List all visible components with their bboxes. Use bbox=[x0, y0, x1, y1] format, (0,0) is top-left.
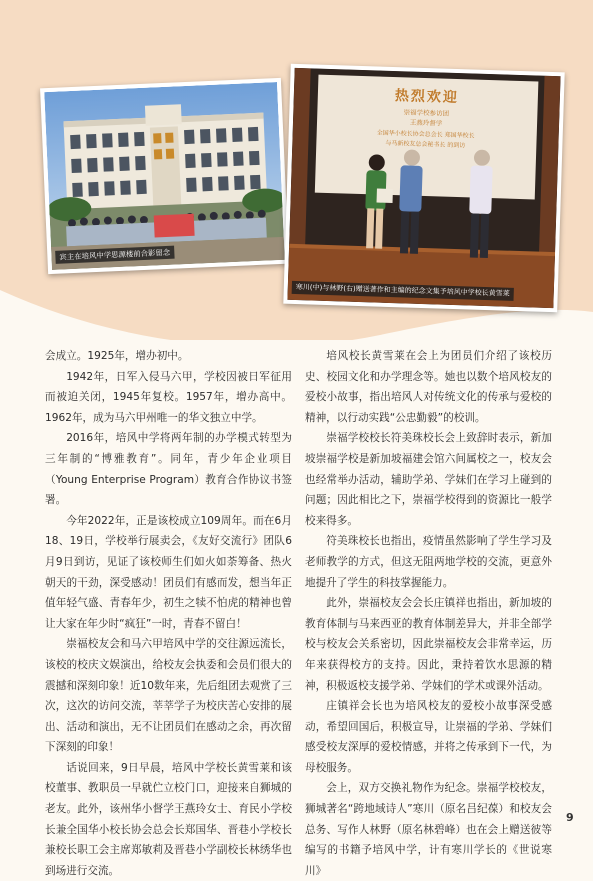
paragraph: 崇福学校校长符美珠校长会上致辞时表示，新加坡崇福学校是新加坡福建会馆六间属校之一，校友会也经常举办活动，辅助学弟、学妹们在学习上碰到的问题；因此相比之下，崇福学校得到的资源比一般学校来得多。 bbox=[305, 432, 552, 527]
paragraph: 崇福校友会和马六甲培风中学的交往源远流长，该校的校庆文娱演出，给校友会执委和会员们很大的震撼和深刻印象！近10数年来，先后组团去观赏了三次，这次的访问交流，莘莘学子为校庆苦心安排的展出、活动和演出，无不让团员们在感动之余，再次留下深刻的印象！ bbox=[45, 638, 292, 754]
paragraph: 会成立。1925年，增办初中。 bbox=[45, 350, 189, 362]
paragraph: 庄镇祥会长也为培风校友的爱校小故事深受感动，希望回国后，积极宣导，让崇福的学弟、学妹们感受校友深厚的爱校情感，并将之传承到下一代，为母校服务。 bbox=[305, 700, 552, 774]
paragraph: 会上，双方交换礼物作为纪念。崇福学校校友，狮城著名“跨地域诗人”寒川（原名吕纪葆）和校友会总务、写作人林野（原名林碧峰）也在会上赠送彼等编写的书籍予培风中学，计有寒川学长的《世说寒川》 bbox=[305, 782, 552, 877]
paragraph: 1942年，日军入侵马六甲，学校因被日军征用而被迫关闭，1945年复校。1957年，增办高中。1962年，成为马六甲州唯一的华文独立中学。 bbox=[45, 370, 292, 424]
paragraph: 话说回来，9日早晨，培风中学校长黄雪莱和该校董事、教职员一早就伫立校门口，迎接来自狮城的老友。此外，该州华小督学王燕玲女士、育民小学校长兼全国华小校长协会总会长郑国华、晋巷小学校长兼校长职工会主席郑敏莉及晋巷小学副校长林绣华也到场进行交流。 bbox=[45, 761, 292, 877]
photo-caption-right: 寒川(中)与林野(右)赠送著作和主编的纪念文集予培风中学校长黄雪莱 bbox=[292, 281, 514, 301]
welcome-banner-line-3: 全国华小校长协会总会长 郑国华校长 bbox=[376, 129, 475, 140]
paragraph: 今年2022年，正是该校成立109周年。而在6月18、19日，学校举行展卖会，《友好交流行》团队6月9日到访，见证了该校师生们如火如荼筹备、热火朝天的干劲，深受感动！团员们有感而发，想当年正值年轻气盛、青春年少，初生之犊不怕虎的精神也曾让大家在年少时“疯狂”一时，青春不留白！ bbox=[45, 514, 292, 630]
welcome-banner-line-1: 崇福学校参访团 bbox=[403, 108, 450, 118]
article-column-left bbox=[45, 346, 292, 881]
welcome-banner-line-4: 与马新校友总会秘书长 的到访 bbox=[385, 139, 466, 150]
paragraph: 培风校长黄雪莱在会上为团员们介绍了该校历史、校园文化和办学理念等。她也以数个培风校友的爱校小故事，指出培风人对传统文化的传承与爱校的精神，以行动实践“公忠勤毅”的校训。 bbox=[305, 350, 552, 424]
welcome-banner-title: 热烈欢迎 bbox=[394, 88, 460, 107]
paragraph: 2016年，培风中学将两年制的办学模式转型为三年制的“博雅教育”。同年，青少年企业项目（Young Enterprise Program）教育合作协议书签署。 bbox=[45, 432, 292, 507]
school-building-photo bbox=[44, 82, 285, 270]
photo-caption-left: 宾主在培风中学思源楼前合影留念 bbox=[55, 245, 174, 264]
page-number: 9 bbox=[566, 811, 574, 824]
photo-school-group bbox=[40, 78, 289, 274]
article-column-right bbox=[305, 346, 552, 881]
photo-gift-presentation bbox=[283, 64, 564, 312]
paragraph: 符美珠校长也指出，疫情虽然影响了学生学习及老师教学的方式，但这无阻两地学校的交流，更意外地提升了学生的科技掌握能力。 bbox=[305, 535, 552, 589]
welcome-banner-line-2: 王燕玲督学 bbox=[409, 118, 443, 128]
paragraph: 此外，崇福校友会会长庄镇祥也指出，新加坡的教育体制与马来西亚的教育体制差异大，并非全部学校与校友会关系密切，因此崇福校友会非常幸运，历年来获得校方的支持。因此，秉持着饮水思源的精神，积极返校支援学弟、学妹们的学术或课外活动。 bbox=[305, 597, 552, 692]
